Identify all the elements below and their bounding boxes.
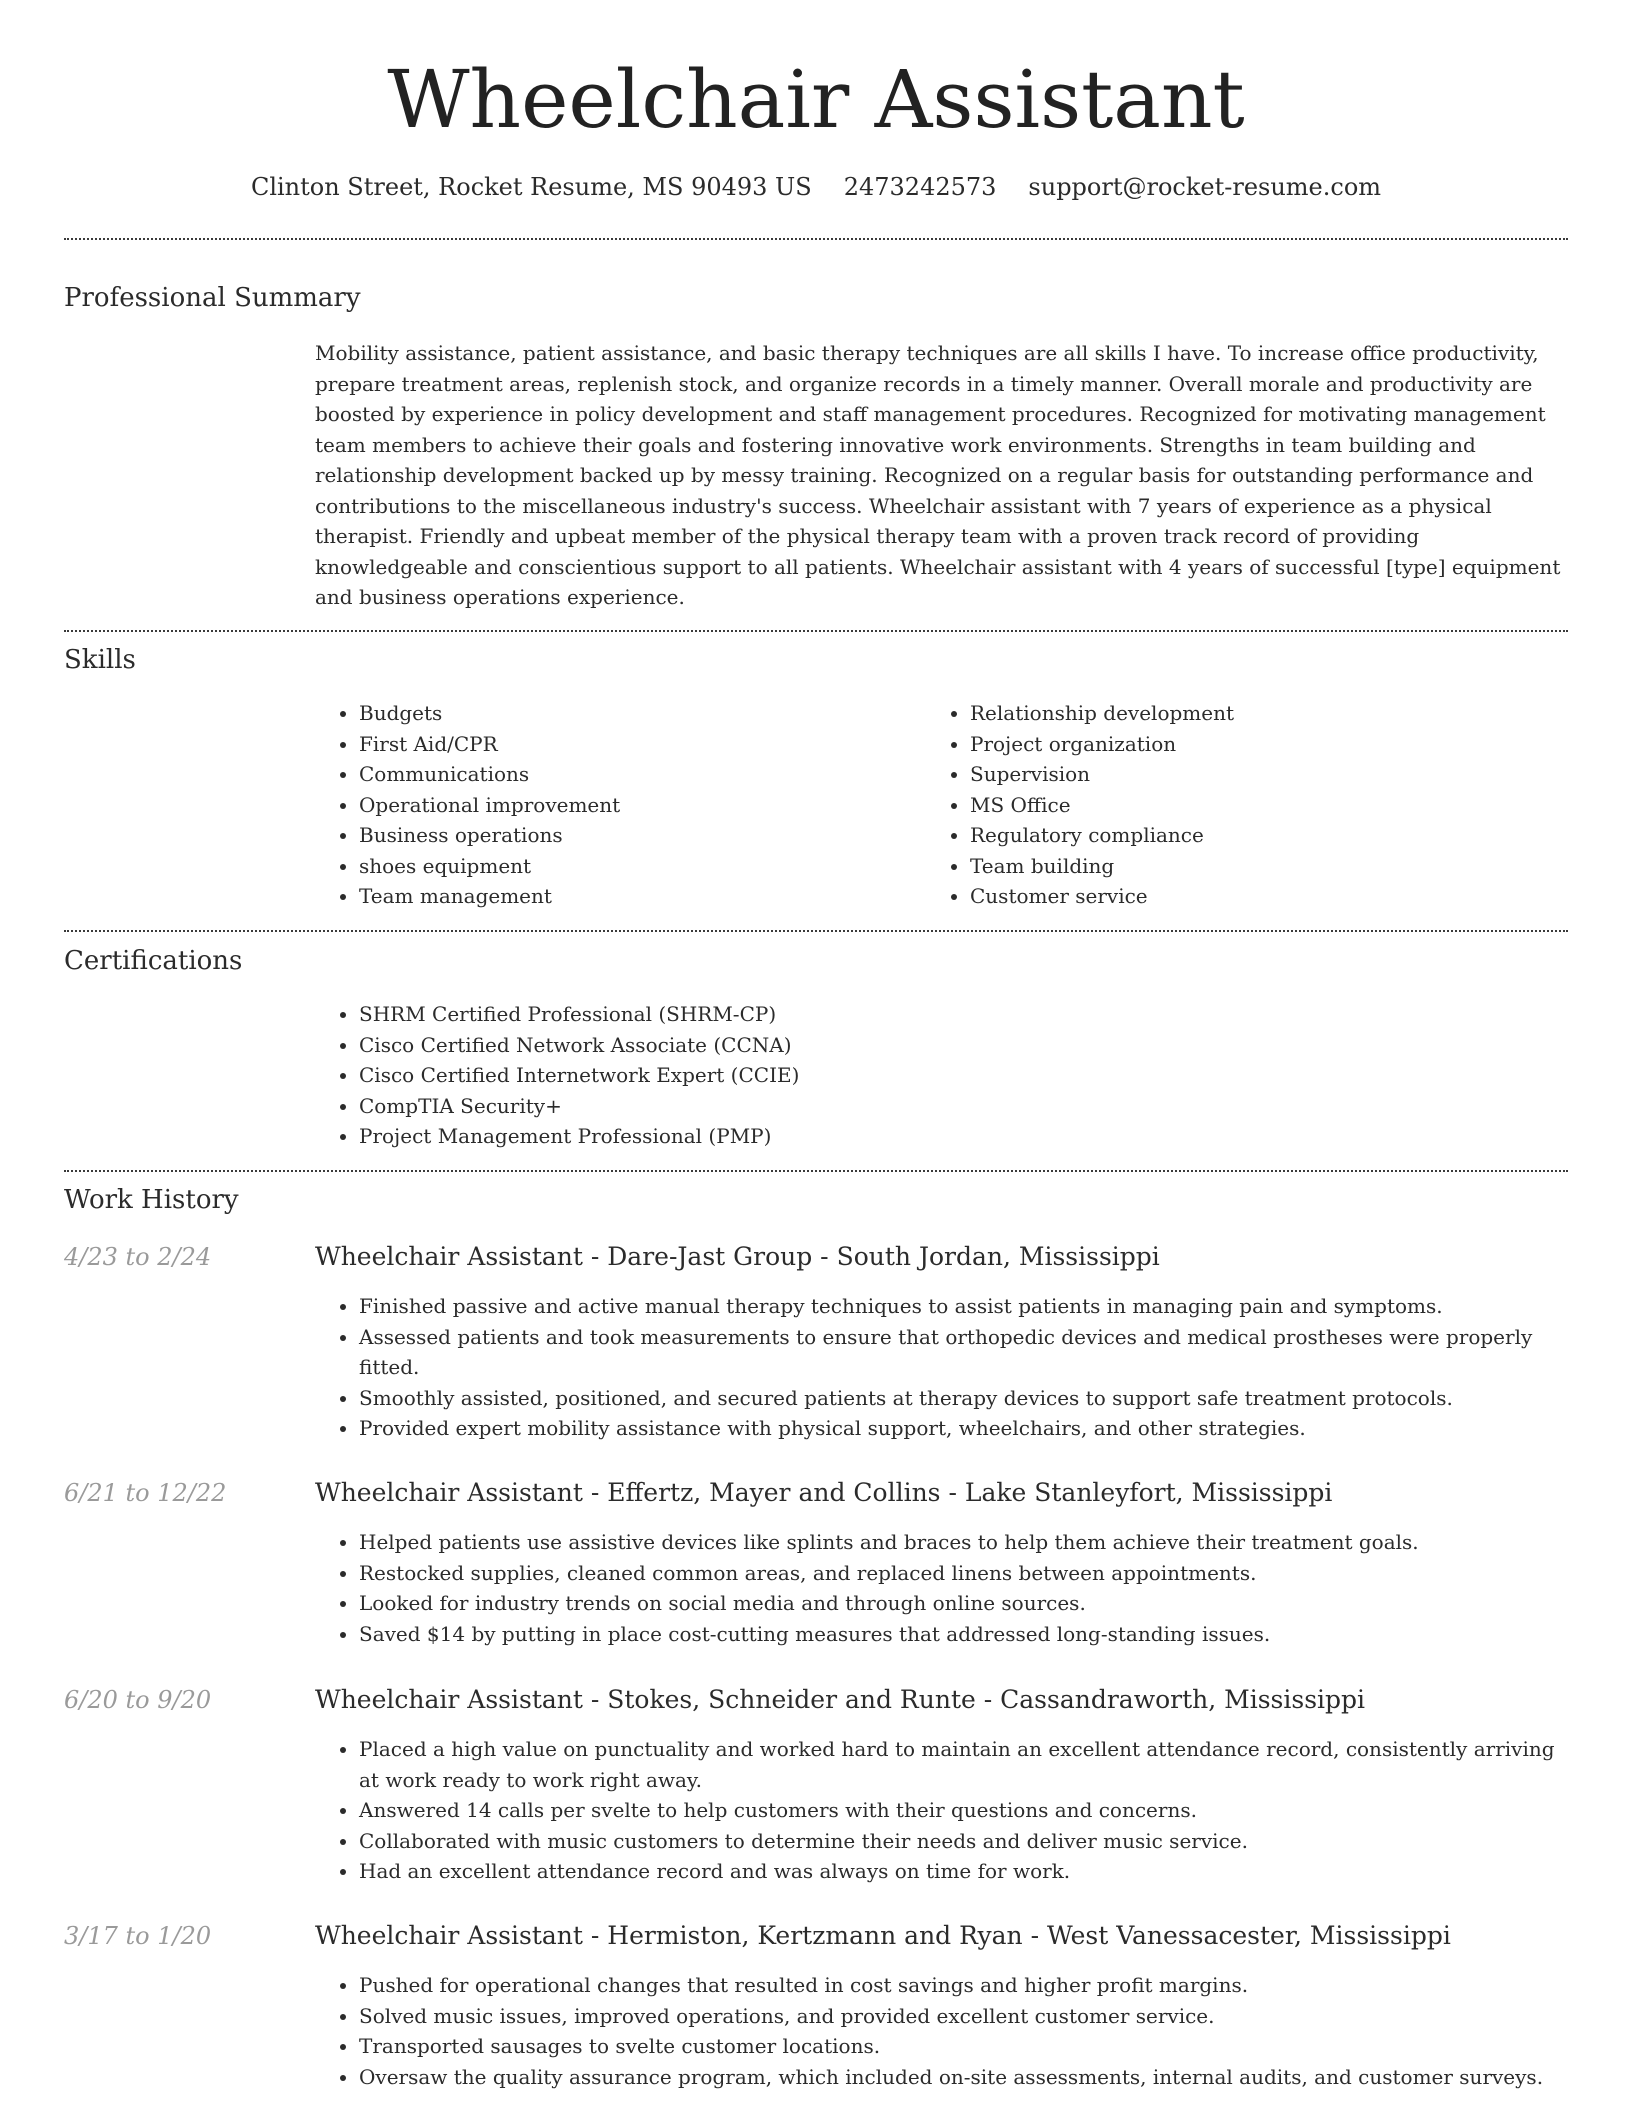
list-item: • Team building (970, 851, 1526, 882)
job-duties (315, 1291, 1568, 1444)
skills-section (315, 698, 1568, 918)
skills-column-left (315, 698, 915, 912)
skills-list-left (315, 698, 915, 912)
section-divider (64, 1170, 1568, 1172)
job-duties (315, 1527, 1568, 1649)
summary-text: Mobility assistance, patient assistance, and basic therapy techniques are all skills I have. To increase office productivity, prepare treatment areas, replenish stock, and organize records in a timely manner. Overall morale and productivity are boosted by experience in policy development and staff management procedures. Recognized for motivating management team members to achieve their goals and fostering innovative work environments. Strengths in team building and relationship development backed up by messy training. Recognized on a regular basis for outstanding performance and contributions to the miscellaneous industry's success. Wheelchair assistant with 7 years of experience as a physical therapist. Friendly and upbeat member of the physical therapy team with a proven track record of providing knowledgeable and conscientious support to all patients. Wheelchair assistant with 4 years of successful [type] equipment and business operations experience. (315, 341, 1561, 609)
contact-address: Clinton Street, Rocket Resume, MS 90493 US (250, 173, 812, 201)
job-title: Wheelchair Assistant - Effertz, Mayer and Collins - Lake Stanleyfort, Mississippi (315, 1478, 1333, 1507)
list-item: • Team management (359, 881, 915, 912)
certifications-heading: Certifications (64, 946, 243, 976)
list-item: • Answered 14 calls per svelte to help customers with their questions and concerns. (359, 1795, 1568, 1826)
list-item: • First Aid/CPR (359, 729, 915, 760)
list-item: • CompTIA Security+ (359, 1091, 1568, 1122)
job-duties-list (315, 1970, 1568, 2092)
contact-phone: 2473242573 (843, 173, 997, 201)
list-item: • Smoothly assisted, positioned, and secured patients at therapy devices to support safe treatment protocols. (359, 1383, 1568, 1414)
list-item: • Project organization (970, 729, 1526, 760)
list-item: • Looked for industry trends on social media and through online sources. (359, 1588, 1568, 1619)
list-item: • shoes equipment (359, 851, 915, 882)
job-dates: 6/21 to 12/22 (64, 1479, 227, 1507)
list-item: • Cisco Certified Internetwork Expert (CCIE) (359, 1060, 1568, 1091)
list-item: • Regulatory compliance (970, 820, 1526, 851)
list-item: • Helped patients use assistive devices like splints and braces to help them achieve their treatment goals. (359, 1527, 1568, 1558)
section-divider (64, 930, 1568, 932)
candidate-name: Wheelchair Assistant (387, 53, 1245, 146)
skills-heading: Skills (64, 645, 136, 675)
work-history-heading: Work History (64, 1185, 239, 1215)
summary-heading: Professional Summary (64, 283, 361, 313)
skills-list-right (926, 698, 1526, 912)
list-item: • Oversaw the quality assurance program, which included on-site assessments, internal audits, and customer surveys. (359, 2062, 1568, 2093)
job-duties (315, 1970, 1568, 2092)
list-item: • Relationship development (970, 698, 1526, 729)
list-item: • Pushed for operational changes that resulted in cost savings and higher profit margins. (359, 1970, 1568, 2001)
list-item: • Assessed patients and took measurements to ensure that orthopedic devices and medical prostheses were properly fitted. (359, 1322, 1568, 1383)
job-title: Wheelchair Assistant - Hermiston, Kertzmann and Ryan - West Vanessacester, Mississippi (315, 1921, 1451, 1950)
job-duties-list (315, 1734, 1568, 1887)
list-item: • Project Management Professional (PMP) (359, 1121, 1568, 1152)
job-dates: 4/23 to 2/24 (64, 1243, 212, 1271)
list-item: • Collaborated with music customers to determine their needs and deliver music service. (359, 1826, 1568, 1857)
list-item: • Provided expert mobility assistance with physical support, wheelchairs, and other strategies. (359, 1413, 1568, 1444)
list-item: • Budgets (359, 698, 915, 729)
list-item: • Communications (359, 759, 915, 790)
section-divider (64, 238, 1568, 240)
list-item: • Customer service (970, 881, 1526, 912)
summary-section (315, 338, 1568, 613)
certifications-list (315, 999, 1568, 1152)
list-item: • Solved music issues, improved operations, and provided excellent customer service. (359, 2001, 1568, 2032)
skills-column-right (926, 698, 1526, 912)
list-item: • Supervision (970, 759, 1526, 790)
list-item: • MS Office (970, 790, 1526, 821)
list-item: • Finished passive and active manual therapy techniques to assist patients in managing pain and symptoms. (359, 1291, 1568, 1322)
list-item: • Transported sausages to svelte customer locations. (359, 2031, 1568, 2062)
list-item: • Restocked supplies, cleaned common areas, and replaced linens between appointments. (359, 1558, 1568, 1589)
list-item: • Operational improvement (359, 790, 915, 821)
job-dates: 3/17 to 1/20 (64, 1922, 212, 1950)
contact-line (64, 170, 1568, 204)
list-item: • Had an excellent attendance record and was always on time for work. (359, 1856, 1568, 1887)
job-dates: 6/20 to 9/20 (64, 1686, 212, 1714)
job-duties (315, 1734, 1568, 1887)
list-item: • SHRM Certified Professional (SHRM-CP) (359, 999, 1568, 1030)
list-item: • Placed a high value on punctuality and worked hard to maintain an excellent attendance record, consistently arriving at work ready to work right away. (359, 1734, 1568, 1795)
list-item: • Saved $14 by putting in place cost-cutting measures that addressed long-standing issues. (359, 1619, 1568, 1650)
job-duties-list (315, 1527, 1568, 1649)
job-title: Wheelchair Assistant - Stokes, Schneider and Runte - Cassandraworth, Mississippi (315, 1685, 1366, 1714)
section-divider (64, 630, 1568, 632)
job-duties-list (315, 1291, 1568, 1444)
job-title: Wheelchair Assistant - Dare-Jast Group - South Jordan, Mississippi (315, 1242, 1160, 1271)
list-item: • Cisco Certified Network Associate (CCNA) (359, 1030, 1568, 1061)
contact-email: support@rocket-resume.com (1028, 173, 1382, 201)
certifications-section (315, 999, 1568, 1152)
list-item: • Business operations (359, 820, 915, 851)
